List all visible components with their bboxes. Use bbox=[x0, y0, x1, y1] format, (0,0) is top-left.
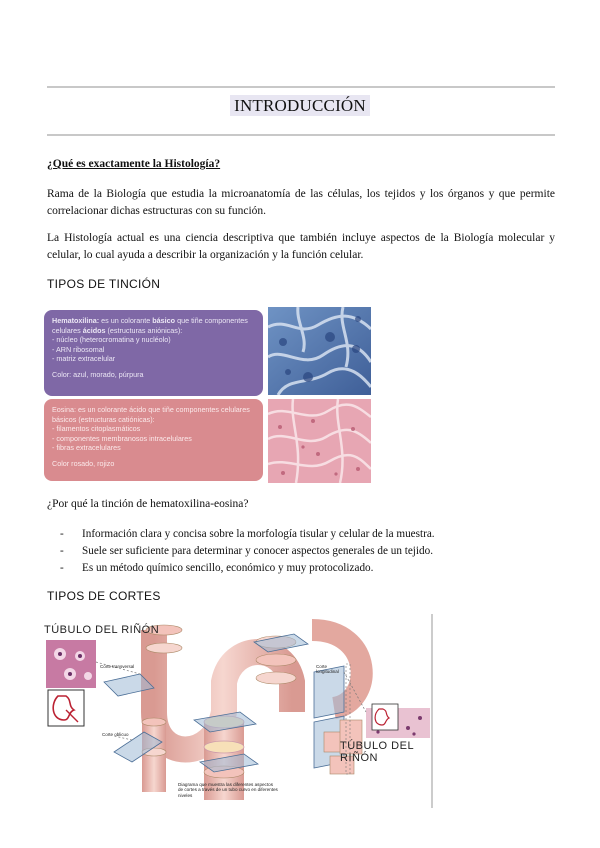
question-he: ¿Por qué la tinción de hematoxilina-eosina? bbox=[47, 498, 249, 510]
question-heading: ¿Qué es exactamente la Histología? bbox=[47, 158, 221, 170]
hematoxylin-heading: Hematoxilina: es un colorante básico que tiñe componentes celulares ácidos (estructuras aniónicas): bbox=[52, 316, 248, 335]
hematoxylin-item: - matriz extracelular bbox=[52, 354, 116, 363]
hematoxylin-item: - ARN ribosomal bbox=[52, 344, 105, 354]
list-item: - Información clara y concisa sobre la morfología tisular y celular de la muestra. bbox=[60, 528, 435, 540]
hematoxylin-box bbox=[44, 310, 263, 396]
eosin-heading: Eosina: es un colorante ácido que tiñe componentes celulares básicos (estructuras catiónicas): bbox=[52, 405, 250, 424]
paragraph-description: La Histología actual es una ciencia descriptiva que también incluye aspectos de la Biología molecular y celular, lo cual ayuda a describir la organización y la función celular. bbox=[47, 232, 555, 261]
eosin-micrograph bbox=[268, 399, 371, 483]
top-rule bbox=[47, 86, 555, 88]
paragraph-definition: Rama de la Biología que estudia la microanatomía de las células, los tejidos y los órganos y que permite correlacionar dichas estructuras con su función. bbox=[47, 188, 555, 217]
eosin-color: Color rosado, rojizo bbox=[52, 458, 115, 468]
hematoxylin-micrograph bbox=[268, 307, 371, 395]
section-heading-staining: TIPOS DE TINCIÓN bbox=[47, 277, 161, 291]
label-longitudinal: Corte longitudinal bbox=[316, 664, 339, 674]
page-title: INTRODUCCIÓN bbox=[0, 96, 600, 116]
figure-label-top: TÚBULO DEL RIÑÓN bbox=[44, 624, 160, 636]
title-rule bbox=[47, 134, 555, 136]
list-item: - Suele ser suficiente para determinar y conocer aspectos generales de un tejido. bbox=[60, 545, 434, 557]
label-transversal: Corte transversal bbox=[100, 664, 135, 669]
figure-label-bottom: TÚBULO DEL RIÑÓN bbox=[340, 740, 414, 764]
eosin-item: - fibras extracelulares bbox=[52, 443, 121, 452]
hematoxylin-color: Color: azul, morado, púrpura bbox=[52, 369, 144, 379]
hematoxylin-item: - núcleo (heterocromatina y nucléolo) bbox=[52, 335, 171, 344]
label-oblique: Corte oblicuo bbox=[102, 732, 129, 737]
tubule-cuts-figure bbox=[44, 612, 436, 808]
eosin-item: - componentes membranosos intracelulares bbox=[52, 433, 192, 443]
tubule-diagram bbox=[44, 612, 436, 808]
figure-caption: Diagrama que muestra las diferentes aspectos de cortes a través de un tubo curvo en diferentes niveles bbox=[178, 782, 278, 798]
staining-figure bbox=[44, 307, 371, 483]
list-item: - Es un método químico sencillo, económico y muy protocolizado. bbox=[60, 562, 374, 574]
eosin-item: - filamentos citoplasmáticos bbox=[52, 424, 141, 433]
eosin-box bbox=[44, 399, 263, 481]
reasons-list bbox=[60, 526, 435, 577]
section-heading-cuts: TIPOS DE CORTES bbox=[47, 589, 161, 603]
